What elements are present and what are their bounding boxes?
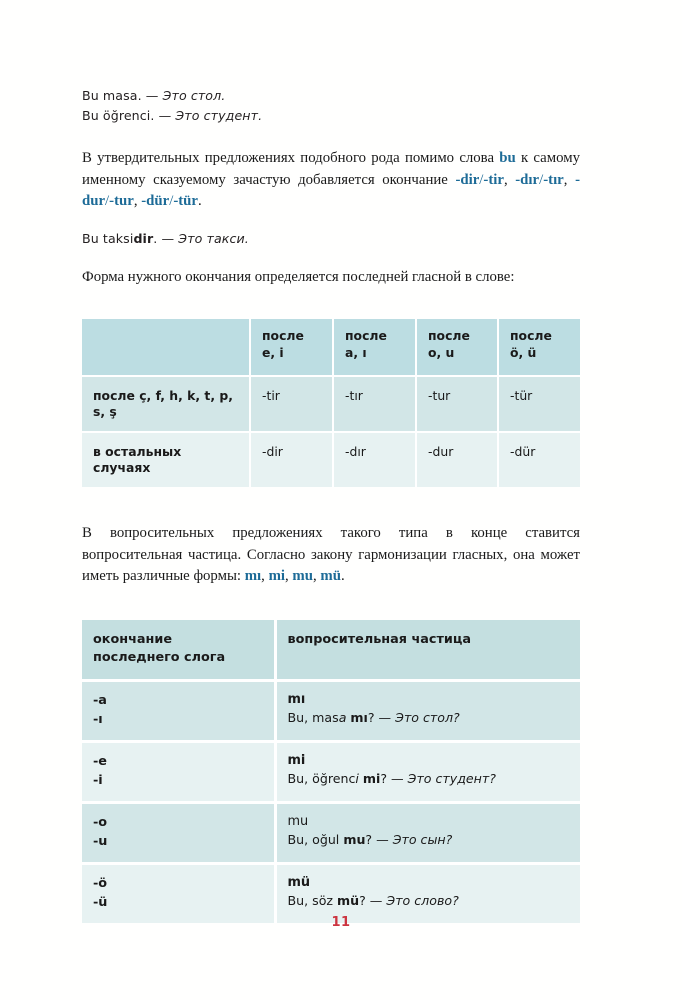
table-row (82, 741, 580, 802)
example-line (82, 106, 580, 126)
header-line1: после (510, 328, 552, 343)
term-bu: bu (499, 150, 516, 166)
row-value: -tir (250, 376, 333, 432)
ending-tir: -tir (483, 171, 504, 188)
row-value: -dur (416, 432, 498, 487)
row-particle-example (275, 680, 580, 741)
ex-bold-particle: mı (350, 710, 368, 725)
header-cell-question-particle (275, 620, 580, 681)
ex-italic: a (338, 710, 347, 725)
example-russian: Это стол. (162, 88, 226, 103)
ex-q: ? — (367, 710, 396, 725)
header-cell-o-u-umlaut (498, 319, 580, 376)
slash: / (479, 171, 484, 188)
header-line1: после (345, 328, 387, 343)
particle: mu (287, 813, 309, 829)
header-line2: последнего слога (93, 649, 226, 665)
para1-period: . (197, 193, 202, 209)
header-line1: после (428, 328, 470, 343)
form-mi: mı (244, 568, 262, 584)
slash: / (169, 193, 174, 209)
ending-2: -ü (93, 895, 108, 910)
table-row (82, 802, 580, 863)
row-value: -tır (333, 376, 416, 432)
table-row (82, 680, 580, 741)
taksi-russian: Это такси. (178, 230, 249, 246)
header-cell-syllable-ending (82, 620, 275, 681)
ending-tir-2: -tır (543, 171, 564, 188)
table-row (82, 863, 580, 923)
particle: mı (287, 691, 306, 707)
ending-1: -a (93, 692, 107, 708)
row-endings (82, 741, 275, 802)
ending-dir: -dir (455, 171, 480, 188)
page-number: 11 (331, 915, 351, 930)
para1-part2: к самому именному сказуемому зачастую добавляется окончание (82, 150, 580, 188)
taksi-dash: — (157, 230, 179, 246)
example-russian: Это студент. (175, 108, 263, 123)
ex-russian: Это стол? (395, 710, 460, 725)
ending-dir-2: -dır (515, 171, 540, 188)
row-value: -tur (416, 376, 498, 432)
header-cell-o-u (416, 319, 498, 376)
table-row (82, 432, 580, 487)
header-line2-empty (288, 650, 292, 665)
para3-period: . (340, 568, 345, 584)
header-line1: окончание (93, 631, 173, 647)
table-row (82, 376, 580, 432)
header-cell-blank (82, 319, 250, 376)
example-taksi (82, 229, 580, 249)
header-line2: e, i (262, 344, 284, 360)
table-header-row (82, 620, 580, 681)
ending-2: -ı (93, 712, 103, 727)
page-content (82, 86, 580, 923)
endings-table (82, 319, 580, 487)
taksi-pre: Bu taksi (82, 230, 134, 246)
header-line2: a, ı (345, 344, 367, 360)
paragraph-dir-endings: В утвердительных предложениях подобного рода помимо слова bu к самому именному сказуемому зачастую добавляется окончание -dir/-tir, -dır/-tır, -dur/-tur, -dür/-tür. (82, 150, 580, 209)
ex-bold-particle: mü (337, 893, 360, 908)
example-dash: — (154, 108, 176, 123)
example-turkish: Bu masa. (82, 88, 142, 103)
ex-pre: Bu, oğul (287, 832, 340, 847)
row-value: -tür (498, 376, 580, 432)
ex-russian: Это сын? (392, 832, 453, 847)
ending-tur-2: -tür (173, 193, 198, 209)
header-line1: вопросительная частица (287, 631, 471, 647)
ending-dur: -dur (82, 171, 580, 209)
header-line2: o, u (428, 344, 455, 360)
row-value: -dır (333, 432, 416, 487)
row-value: -dür (498, 432, 580, 487)
particle: mi (287, 752, 306, 768)
paragraph-question-particle: В вопросительных предложениях такого типа в конце ставится вопросительная частица. Согласно закону гармонизации гласных, она может иметь различные формы: mı, mi, mu, mü. (82, 525, 580, 584)
ending-1: -ö (93, 875, 108, 891)
example-sentence (288, 892, 571, 911)
ex-pre: Bu, öğrenc (287, 771, 356, 786)
ex-pre: Bu, mas (287, 710, 339, 725)
particle: mü (287, 874, 311, 890)
ex-bold-particle: mu (343, 832, 366, 847)
table-header-row (82, 319, 580, 376)
ending-1: -o (93, 814, 108, 830)
question-particle-table (82, 620, 580, 923)
example-sentence (288, 831, 571, 850)
row-label: после ç, f, h, k, t, p, s, ş (82, 376, 250, 432)
ex-q: ? — (365, 832, 393, 847)
ex-italic: i (355, 771, 359, 786)
ending-dur-2: -dür (141, 193, 170, 209)
row-endings (82, 863, 275, 923)
taksi-post: . (153, 230, 158, 246)
examples-top (82, 86, 580, 126)
row-particle-example (275, 802, 580, 863)
header-line1: после (262, 328, 304, 343)
paragraph-form-rule: Форма нужного окончания определяется последней гласной в слове: (82, 268, 515, 285)
header-cell-e-i (250, 319, 333, 376)
example-line (82, 86, 580, 106)
ex-bold-particle: mi (362, 771, 381, 786)
header-cell-a-i (333, 319, 416, 376)
ex-q: ? — (380, 771, 408, 786)
example-sentence (288, 709, 571, 728)
example-line (82, 229, 580, 249)
ex-q: ? — (359, 893, 387, 908)
slash: / (105, 193, 110, 209)
row-particle-example (275, 863, 580, 923)
ending-2: -i (93, 773, 103, 788)
row-label: в остальных случаях (82, 432, 250, 487)
ending-2: -u (93, 834, 108, 849)
example-dash: — (141, 88, 163, 103)
row-particle-example (275, 741, 580, 802)
form-mu: mu (292, 568, 313, 584)
row-endings (82, 680, 275, 741)
form-mi-2: mi (268, 568, 286, 584)
ending-1: -e (93, 753, 107, 769)
example-turkish: Bu öğrenci. (82, 108, 155, 123)
ex-russian: Это слово? (386, 893, 459, 908)
row-endings (82, 802, 275, 863)
para3-part1: В вопросительных предложениях такого типа в конце ставится вопросительная частица. Согласно закону гармонизации гласных, она может иметь различные формы: (82, 525, 580, 584)
example-sentence (288, 770, 571, 789)
row-value: -dir (250, 432, 333, 487)
form-mu-2: mü (320, 568, 341, 584)
para1-part1: В утвердительных предложениях подобного рода помимо слова (82, 150, 500, 166)
slash: / (539, 171, 544, 188)
ex-russian: Это студент? (407, 771, 496, 786)
ex-pre: Bu, söz (287, 893, 334, 908)
ending-tur: -tur (109, 193, 134, 209)
header-line2: ö, ü (510, 344, 537, 360)
taksi-bold-dir: dir (133, 230, 154, 246)
